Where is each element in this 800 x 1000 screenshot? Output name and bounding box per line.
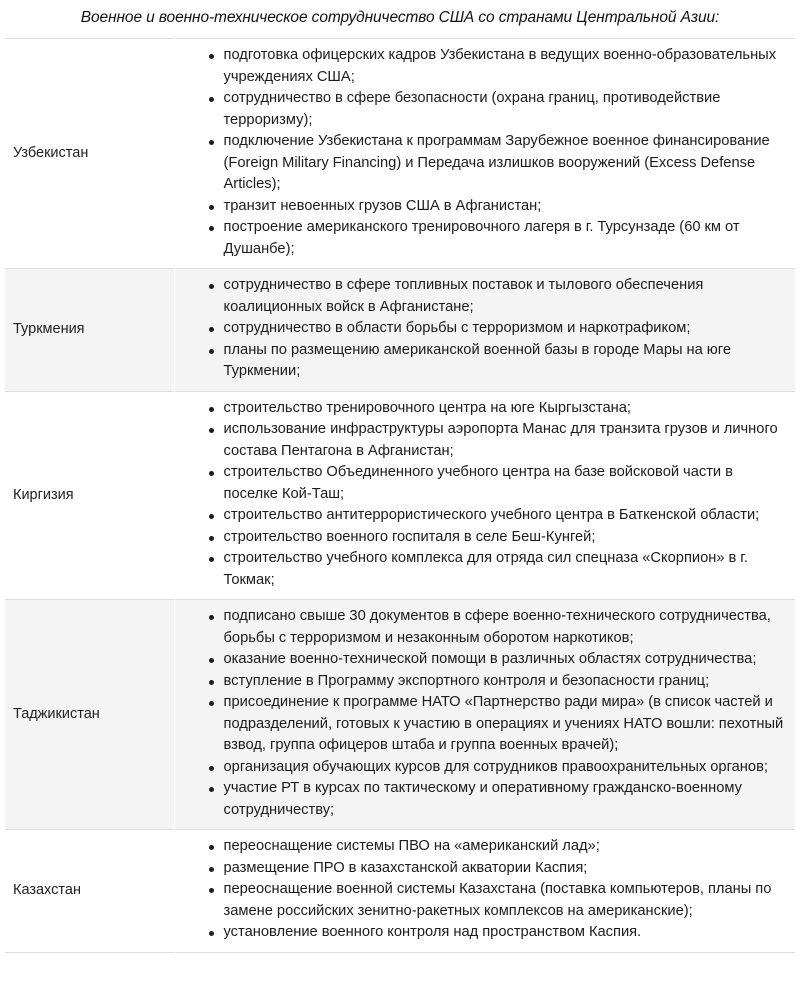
cooperation-items-cell	[174, 830, 795, 953]
list-item: сотрудничество в сфере топливных поставок и тылового обеспечения коалиционных войск в Афганистане;	[209, 275, 788, 318]
list-item: использование инфраструктуры аэропорта Манас для транзита грузов и личного состава Пентагона в Афганистан;	[209, 419, 788, 462]
cooperation-items-cell	[174, 39, 795, 269]
list-item: строительство антитеррористического учебного центра в Баткенской области;	[209, 505, 788, 527]
list-item: организация обучающих курсов для сотрудников правоохранительных органов;	[209, 757, 788, 779]
cooperation-table	[5, 38, 795, 953]
country-label: Узбекистан	[5, 39, 174, 269]
cooperation-list	[175, 45, 788, 260]
list-item: строительство Объединенного учебного центра на базе войсковой части в поселке Кой-Таш;	[209, 462, 788, 505]
cooperation-list	[175, 275, 788, 383]
cooperation-list	[175, 836, 788, 944]
cooperation-list	[175, 606, 788, 821]
list-item: сотрудничество в области борьбы с терроризмом и наркотрафиком;	[209, 318, 788, 340]
list-item: построение американского тренировочного лагеря в г. Турсунзаде (60 км от Душанбе);	[209, 217, 788, 260]
list-item: установление военного контроля над пространством Каспия.	[209, 922, 788, 944]
table-body	[5, 39, 795, 953]
list-item: подготовка офицерских кадров Узбекистана в ведущих военно-образовательных учреждениях США;	[209, 45, 788, 88]
table-row	[5, 39, 795, 269]
list-item: присоединение к программе НАТО «Партнерство ради мира» (в список частей и подразделений, готовых к участию в операциях и учениях НАТО вошли: пехотный взвод, группа офицеров штаба и группа военных врачей);	[209, 692, 788, 757]
list-item: размещение ПРО в казахстанской акватории Каспия;	[209, 858, 788, 880]
list-item: подписано свыше 30 документов в сфере военно-технического сотрудничества, борьбы с терроризмом и незаконным оборотом наркотиков;	[209, 606, 788, 649]
country-label: Таджикистан	[5, 600, 174, 830]
list-item: подключение Узбекистана к программам Зарубежное военное финансирование (Foreign Military Financing) и Передача излишков вооружений (Excess Defense Articles);	[209, 131, 788, 196]
list-item: строительство учебного комплекса для отряда сил спецназа «Скорпион» в г. Токмак;	[209, 548, 788, 591]
list-item: транзит невоенных грузов США в Афганистан;	[209, 196, 788, 218]
country-label: Туркмения	[5, 269, 174, 392]
list-item: планы по размещению американской военной базы в городе Мары на юге Туркмении;	[209, 340, 788, 383]
list-item: строительство военного госпиталя в селе Беш-Кунгей;	[209, 527, 788, 549]
cooperation-items-cell	[174, 391, 795, 600]
list-item: строительство тренировочного центра на юге Кыргызстана;	[209, 398, 788, 420]
cooperation-list	[175, 398, 788, 592]
table-row	[5, 600, 795, 830]
list-item: переоснащение военной системы Казахстана (поставка компьютеров, планы по замене российских зенитно-ракетных комплексов на американские);	[209, 879, 788, 922]
table-row	[5, 269, 795, 392]
cooperation-items-cell	[174, 269, 795, 392]
table-row	[5, 830, 795, 953]
list-item: вступление в Программу экспортного контроля и безопасности границ;	[209, 671, 788, 693]
list-item: сотрудничество в сфере безопасности (охрана границ, противодействие терроризму);	[209, 88, 788, 131]
list-item: оказание военно-технической помощи в различных областях сотрудничества;	[209, 649, 788, 671]
table-row	[5, 391, 795, 600]
page-title: Военное и военно-техническое сотрудничество США со странами Центральной Азии:	[80, 9, 720, 26]
list-item: переоснащение системы ПВО на «американский лад»;	[209, 836, 788, 858]
country-label: Киргизия	[5, 391, 174, 600]
list-item: участие РТ в курсах по тактическому и оперативному гражданско-военному сотрудничеству;	[209, 778, 788, 821]
cooperation-items-cell	[174, 600, 795, 830]
country-label: Казахстан	[5, 830, 174, 953]
